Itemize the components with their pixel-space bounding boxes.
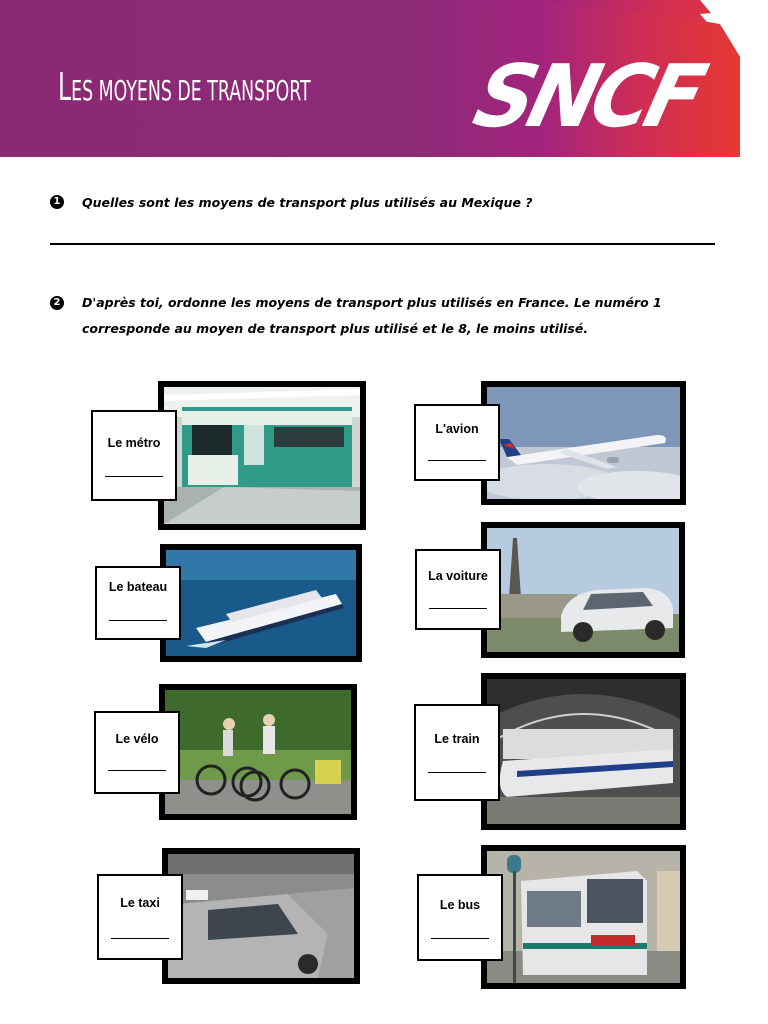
bus-photo: [481, 845, 686, 989]
bike-photo: [159, 684, 357, 820]
label-metro: [91, 410, 177, 501]
title-initial: L: [58, 65, 72, 109]
title-rest: ES MOYENS DE TRANSPORT: [71, 74, 311, 107]
answer-blank[interactable]: [105, 476, 163, 477]
answer-blank[interactable]: [111, 938, 169, 939]
sncf-logo: [464, 47, 738, 147]
question-1-marker: 1: [50, 195, 64, 209]
label-ship: [95, 566, 181, 640]
label-car: [415, 549, 501, 630]
question-1-text: Quelles sont les moyens de transport plus utilisés au Mexique ?: [82, 195, 533, 210]
answer-line[interactable]: [50, 243, 715, 245]
label-text: Le bateau: [108, 580, 168, 594]
label-text: Le train: [434, 732, 480, 746]
answer-blank[interactable]: [429, 608, 487, 609]
label-text: Le vélo: [115, 732, 159, 746]
ship-photo: [160, 544, 362, 662]
logo-text: SNCF: [464, 47, 710, 147]
label-bus: [417, 874, 503, 961]
metro-photo: [158, 381, 366, 530]
answer-blank[interactable]: [108, 770, 166, 771]
answer-blank[interactable]: [431, 938, 489, 939]
label-text: Le taxi: [120, 896, 160, 910]
label-text: La voiture: [428, 569, 488, 583]
label-text: Le métro: [107, 436, 161, 450]
question-2-marker: 2: [50, 296, 64, 310]
question-2-text: D'après toi, ordonne les moyens de transport plus utilisés en France. Le numéro 1 corresponde au moyen de transport plus utilisé et le 8, le moins utilisé.: [82, 295, 662, 336]
label-text: Le bus: [439, 898, 481, 912]
label-plane: [414, 404, 500, 481]
taxi-photo: [162, 848, 360, 984]
label-text: L'avion: [435, 422, 479, 436]
label-train: [414, 704, 500, 801]
car-photo: [481, 522, 685, 658]
page-title: [58, 65, 311, 109]
plane-photo: [481, 381, 686, 505]
answer-blank[interactable]: [109, 620, 167, 621]
answer-blank[interactable]: [428, 460, 486, 461]
label-taxi: [97, 874, 183, 960]
train-photo: [481, 673, 686, 830]
header-banner: [0, 0, 768, 157]
answer-blank[interactable]: [428, 772, 486, 773]
label-bike: [94, 711, 180, 794]
